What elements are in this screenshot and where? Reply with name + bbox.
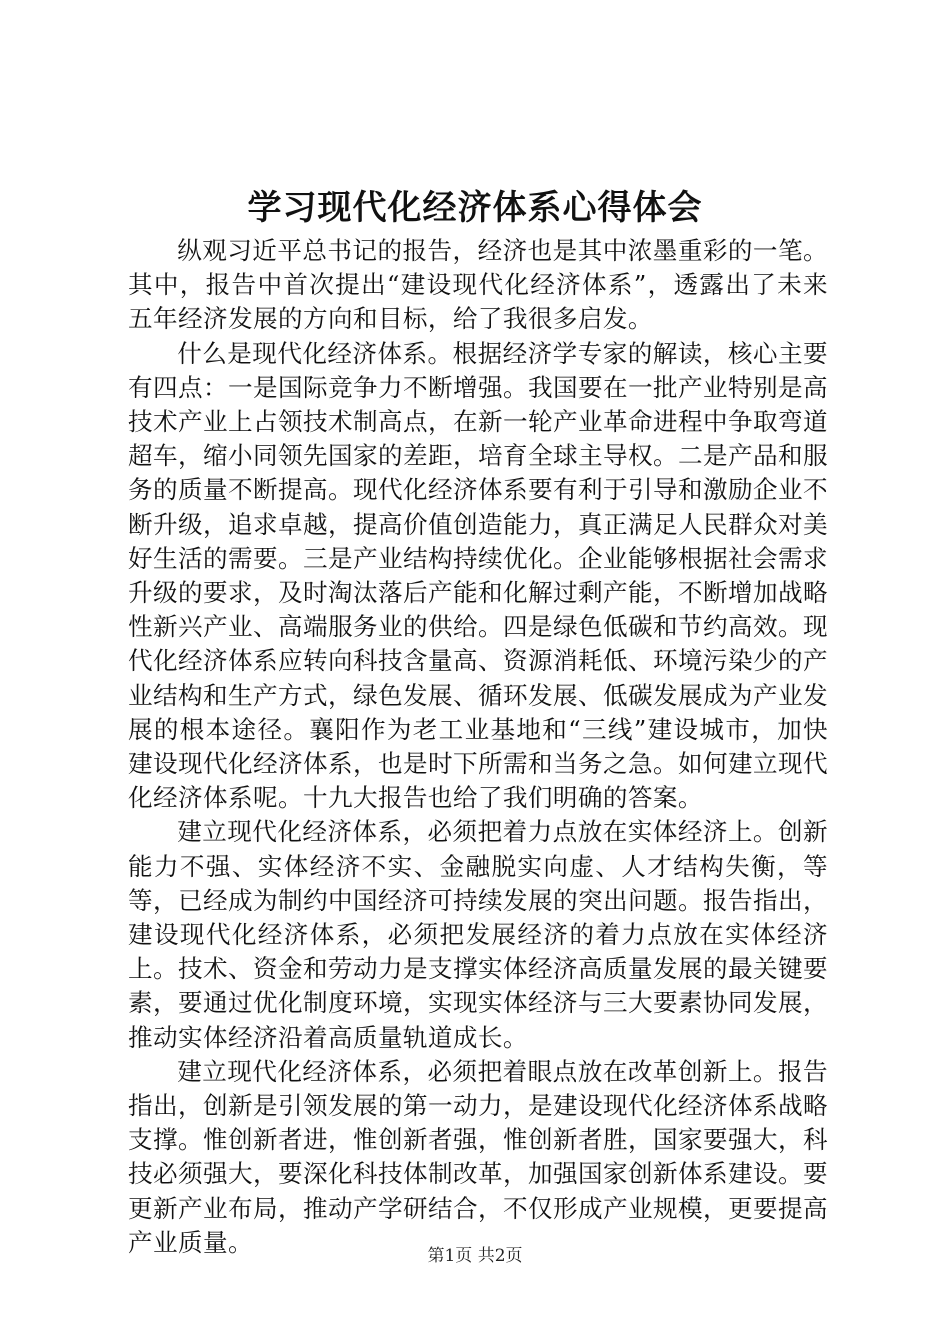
paragraph-2: 什么是现代化经济体系。根据经济学专家的解读，核心主要有四点：一是国际竞争力不断增强。我国要在一批产业特别是高技术产业上占领技术制高点，在新一轮产业革命进程中争取弯道超车，缩小同领先国家的差距，培育全球主导权。二是产品和服务的质量不断提高。现代化经济体系要有利于引导和激励企业不断升级，追求卓越，提高价值创造能力，真正满足人民群众对美好生活的需要。三是产业结构持续优化。企业能够根据社会需求升级的要求，及时淘汰落后产能和化解过剩产能，不断增加战略性新兴产业、高端服务业的供给。四是绿色低碳和节约高效。现代化经济体系应转向科技含量高、资源消耗低、环境污染少的产业结构和生产方式，绿色发展、循环发展、低碳发展成为产业发展的根本途径。襄阳作为老工业基地和“三线”建设城市，加快建设现代化经济体系，也是时下所需和当务之急。如何建立现代化经济体系呢。十九大报告也给了我们明确的答案。 xyxy=(128,338,828,813)
paragraph-3: 建立现代化经济体系，必须把着力点放在实体经济上。创新能力不强、实体经济不实、金融脱实向虚、人才结构失衡，等等，已经成为制约中国经济可持续发展的突出问题。报告指出，建设现代化经济体系，必须把发展经济的着力点放在实体经济上。技术、资金和劳动力是支撑实体经济高质量发展的最关键要素，要通过优化制度环境，实现实体经济与三大要素协同发展，推动实体经济沿着高质量轨道成长。 xyxy=(128,817,828,1052)
paragraph-1: 纵观习近平总书记的报告，经济也是其中浓墨重彩的一笔。其中，报告中首次提出“建设现代化经济体系”，透露出了未来五年经济发展的方向和目标，给了我很多启发。 xyxy=(128,236,828,334)
document-body xyxy=(128,234,828,1260)
document-title: 学习现代化经济体系心得体会 xyxy=(247,188,703,228)
page-number-footer: 第1页 共2页 xyxy=(427,1246,523,1266)
paragraph-4: 建立现代化经济体系，必须把着眼点放在改革创新上。报告指出，创新是引领发展的第一动力，是建设现代化经济体系战略支撑。惟创新者进，惟创新者强，惟创新者胜，国家要强大，科技必须强大，要深化科技体制改革，加强国家创新体系建设。要更新产业布局，推动产学研结合，不仅形成产业规模，更要提高产业质量。 xyxy=(128,1056,828,1257)
